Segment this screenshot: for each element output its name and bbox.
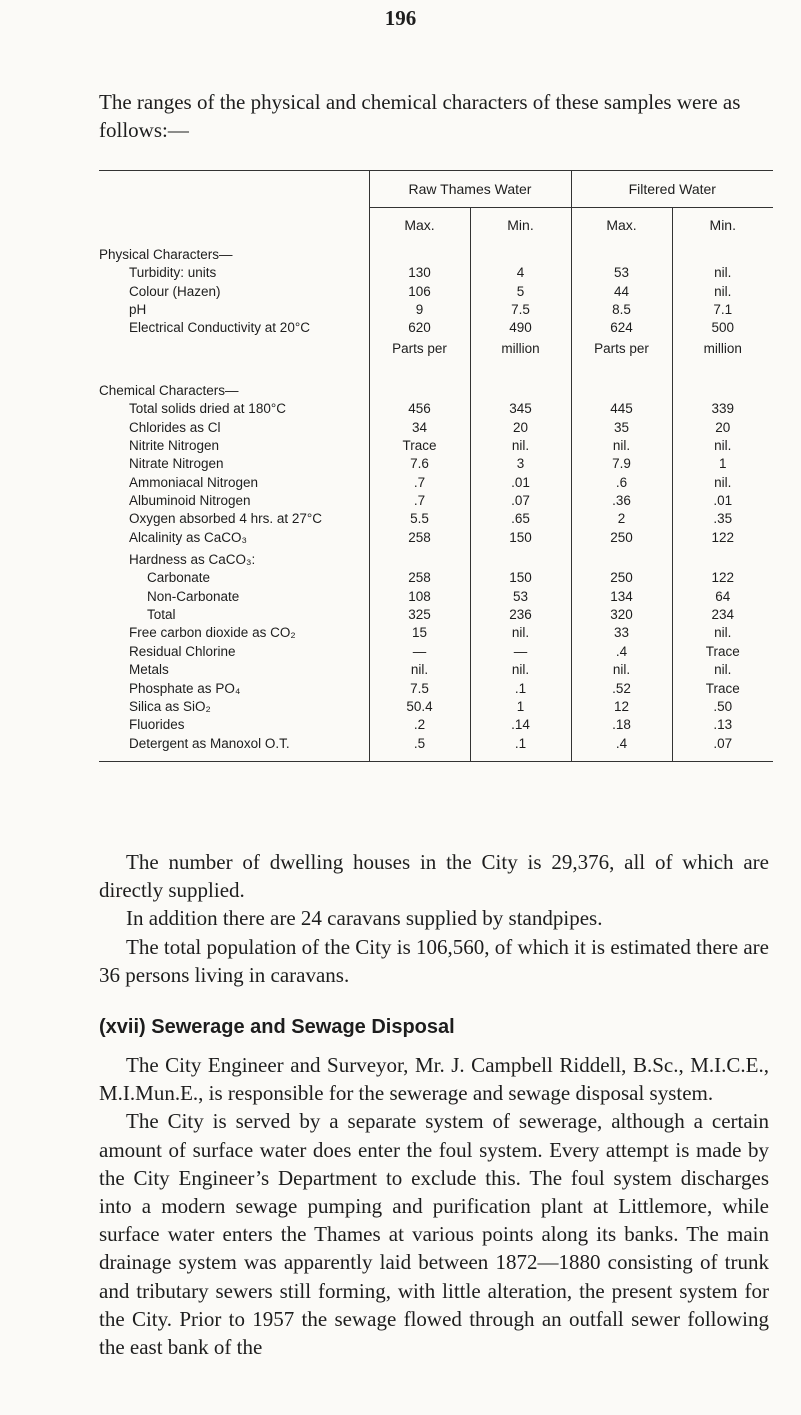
row-label: Free carbon dioxide as CO₂ bbox=[129, 625, 296, 641]
intro-text: The ranges of the physical and chemical characters of these samples were as follows:— bbox=[99, 90, 741, 142]
row-value: 258 bbox=[369, 569, 470, 587]
system-paragraph: The City is served by a separate system of sewerage, although a certain amount of surface water does enter the foul system. Every attempt is made by the City Engineer’s Department to exclude this. The foul system discharges into a modern sewage pumping and purification plant at Littlemore, while surface water enters the Thames at various points along its banks. The main drainage system was apparently laid between 1872—1880 consisting of trunk and tributary sewers still forming, with little alteration, the present system for the City. Prior to 1957 the sewage flowed through an outfall sewer following the east bank of the bbox=[99, 1109, 769, 1360]
row-value: .07 bbox=[470, 492, 571, 510]
row-label: Metals bbox=[129, 662, 169, 678]
table-row bbox=[99, 624, 773, 642]
table-row bbox=[99, 474, 773, 492]
row-value: 130 bbox=[369, 264, 470, 282]
table-row bbox=[99, 569, 773, 587]
row-value: 624 bbox=[571, 319, 672, 337]
row-label: Residual Chlorine bbox=[129, 643, 236, 659]
col-header-raw-min: Min. bbox=[470, 208, 571, 243]
row-label: Turbidity: units bbox=[129, 265, 217, 281]
row-value: 5.5 bbox=[369, 510, 470, 528]
row-value: 325 bbox=[369, 606, 470, 624]
group-header-raw-thames-water: Raw Thames Water bbox=[369, 171, 571, 208]
empty-cell bbox=[470, 242, 571, 264]
row-value: nil. bbox=[470, 437, 571, 455]
row-value: nil. bbox=[571, 437, 672, 455]
population-paragraph: The total population of the City is 106,560, of which it is estimated there are 36 persons living in caravans. bbox=[99, 934, 769, 987]
row-value: .13 bbox=[672, 716, 773, 734]
row-value: .18 bbox=[571, 716, 672, 734]
empty-cell bbox=[571, 242, 672, 264]
table-row bbox=[99, 455, 773, 473]
row-value: 7.6 bbox=[369, 455, 470, 473]
table-row bbox=[99, 319, 773, 337]
chemical-characters-heading-row bbox=[99, 378, 773, 400]
chemical-characters-heading: Chemical Characters— bbox=[99, 382, 239, 398]
row-value: Trace bbox=[369, 437, 470, 455]
row-label: Silica as SiO₂ bbox=[129, 699, 211, 714]
empty-cell bbox=[571, 360, 672, 378]
row-value: 53 bbox=[571, 264, 672, 282]
row-value: — bbox=[470, 643, 571, 661]
caravans-paragraph: In addition there are 24 caravans supplied by standpipes. bbox=[126, 906, 603, 931]
row-value: .50 bbox=[672, 698, 773, 716]
table-row bbox=[99, 492, 773, 510]
row-value: 64 bbox=[672, 587, 773, 605]
table-row bbox=[99, 529, 773, 547]
row-value: nil. bbox=[672, 474, 773, 492]
row-label: Alcalinity as CaCO₃ bbox=[129, 529, 248, 545]
engineer-paragraph: The City Engineer and Surveyor, Mr. J. Campbell Riddell, B.Sc., M.I.C.E., M.I.Mun.E., is responsible for the sewerage and sewage disposal system. bbox=[99, 1053, 769, 1106]
row-value: Trace bbox=[672, 679, 773, 697]
row-value: 258 bbox=[369, 529, 470, 547]
page-number: 196 bbox=[384, 6, 417, 30]
row-value: nil. bbox=[672, 282, 773, 300]
row-label: Nitrate Nitrogen bbox=[129, 456, 224, 472]
row-value: 108 bbox=[369, 587, 470, 605]
physical-characters-heading-row bbox=[99, 242, 773, 264]
dwellings-paragraph: The number of dwelling houses in the City is 29,376, all of which are directly supplied. bbox=[99, 850, 769, 903]
row-label: Non-Carbonate bbox=[147, 588, 240, 604]
row-label: pH bbox=[129, 301, 147, 317]
row-value: 44 bbox=[571, 282, 672, 300]
row-value: 3 bbox=[470, 455, 571, 473]
row-value: .35 bbox=[672, 510, 773, 528]
row-label: Oxygen absorbed 4 hrs. at 27°C bbox=[129, 511, 323, 527]
table-row bbox=[99, 735, 773, 762]
empty-cell bbox=[99, 360, 369, 378]
table-row bbox=[99, 418, 773, 436]
row-value: 7.5 bbox=[470, 301, 571, 319]
row-value: .2 bbox=[369, 716, 470, 734]
row-value: 134 bbox=[571, 587, 672, 605]
row-value: 122 bbox=[672, 529, 773, 547]
table-row bbox=[99, 698, 773, 716]
row-value: 150 bbox=[470, 569, 571, 587]
row-value: 5 bbox=[470, 282, 571, 300]
row-label: Detergent as Manoxol O.T. bbox=[99, 735, 369, 762]
physical-characters-heading: Physical Characters— bbox=[99, 247, 233, 262]
row-label: Total solids dried at 180°C bbox=[129, 401, 286, 417]
table-row bbox=[99, 587, 773, 605]
row-value: .5 bbox=[369, 735, 470, 762]
empty-cell bbox=[672, 360, 773, 378]
empty-cell bbox=[571, 547, 672, 569]
row-value: 445 bbox=[571, 400, 672, 418]
row-value: 12 bbox=[571, 698, 672, 716]
row-value: 456 bbox=[369, 400, 470, 418]
row-value: nil. bbox=[369, 661, 470, 679]
row-value: 320 bbox=[571, 606, 672, 624]
table-row bbox=[99, 301, 773, 319]
row-value: 7.9 bbox=[571, 455, 672, 473]
row-value: .01 bbox=[672, 492, 773, 510]
empty-cell bbox=[369, 360, 470, 378]
row-value: 2 bbox=[571, 510, 672, 528]
col-header-raw-max: Max. bbox=[369, 208, 470, 243]
row-value: .4 bbox=[571, 643, 672, 661]
row-label: Albuminoid Nitrogen bbox=[129, 493, 251, 509]
row-value: 106 bbox=[369, 282, 470, 300]
col-header-filtered-max: Max. bbox=[571, 208, 672, 243]
table-row bbox=[99, 716, 773, 734]
row-value: .7 bbox=[369, 492, 470, 510]
units-row bbox=[99, 338, 773, 360]
row-value: 150 bbox=[470, 529, 571, 547]
units-cell: Parts per bbox=[369, 338, 470, 360]
row-value: 620 bbox=[369, 319, 470, 337]
row-value: nil. bbox=[672, 624, 773, 642]
row-value: 35 bbox=[571, 418, 672, 436]
group-header-filtered-water: Filtered Water bbox=[571, 171, 773, 208]
empty-cell bbox=[571, 378, 672, 400]
row-value: 8.5 bbox=[571, 301, 672, 319]
row-value: 234 bbox=[672, 606, 773, 624]
table-row bbox=[99, 643, 773, 661]
hardness-heading: Hardness as CaCO₃: bbox=[129, 552, 256, 568]
row-value: 1 bbox=[672, 455, 773, 473]
row-value: 122 bbox=[672, 569, 773, 587]
empty-cell bbox=[369, 242, 470, 264]
row-label: Nitrite Nitrogen bbox=[129, 437, 220, 453]
row-value: 20 bbox=[470, 418, 571, 436]
row-value: 345 bbox=[470, 400, 571, 418]
table-row bbox=[99, 679, 773, 697]
units-cell: million bbox=[672, 338, 773, 360]
table-row bbox=[99, 264, 773, 282]
water-analysis-table bbox=[99, 170, 773, 762]
units-cell: Parts per bbox=[571, 338, 672, 360]
row-value: .4 bbox=[571, 735, 672, 762]
row-label: Fluorides bbox=[129, 717, 185, 733]
row-value: .65 bbox=[470, 510, 571, 528]
section-heading: (xvii) Sewerage and Sewage Disposal bbox=[99, 1016, 455, 1038]
units-cell: million bbox=[470, 338, 571, 360]
row-value: 7.5 bbox=[369, 679, 470, 697]
row-value: 236 bbox=[470, 606, 571, 624]
row-value: .01 bbox=[470, 474, 571, 492]
table-row bbox=[99, 437, 773, 455]
row-label: Phosphate as PO₄ bbox=[129, 680, 241, 696]
empty-cell bbox=[99, 338, 369, 360]
empty-cell bbox=[369, 378, 470, 400]
row-label: Electrical Conductivity at 20°C bbox=[129, 320, 310, 336]
table-row bbox=[99, 282, 773, 300]
empty-cell bbox=[470, 378, 571, 400]
row-value: nil. bbox=[470, 661, 571, 679]
row-label: Carbonate bbox=[147, 570, 211, 586]
hardness-heading-row bbox=[99, 547, 773, 569]
empty-cell bbox=[470, 360, 571, 378]
row-value: .1 bbox=[470, 735, 571, 762]
row-value: 339 bbox=[672, 400, 773, 418]
empty-cell bbox=[672, 378, 773, 400]
row-value: .14 bbox=[470, 716, 571, 734]
spacer-row bbox=[99, 360, 773, 378]
empty-cell bbox=[369, 547, 470, 569]
row-value: .36 bbox=[571, 492, 672, 510]
row-value: 500 bbox=[672, 319, 773, 337]
row-value: nil. bbox=[470, 624, 571, 642]
row-value: 250 bbox=[571, 529, 672, 547]
row-value: 4 bbox=[470, 264, 571, 282]
empty-cell bbox=[672, 547, 773, 569]
row-value: 20 bbox=[672, 418, 773, 436]
table-row bbox=[99, 661, 773, 679]
row-value: .7 bbox=[369, 474, 470, 492]
row-value: 250 bbox=[571, 569, 672, 587]
row-value: 50.4 bbox=[369, 698, 470, 716]
row-value: 490 bbox=[470, 319, 571, 337]
table-row bbox=[99, 510, 773, 528]
row-value: 15 bbox=[369, 624, 470, 642]
row-value: .07 bbox=[672, 735, 773, 762]
row-value: 33 bbox=[571, 624, 672, 642]
row-value: 7.1 bbox=[672, 301, 773, 319]
row-label: Ammoniacal Nitrogen bbox=[129, 474, 259, 490]
row-value: 53 bbox=[470, 587, 571, 605]
row-value: nil. bbox=[571, 661, 672, 679]
row-value: — bbox=[369, 643, 470, 661]
sewerage-paragraphs bbox=[99, 1051, 769, 1361]
row-value: nil. bbox=[672, 437, 773, 455]
row-value: 9 bbox=[369, 301, 470, 319]
col-header-filtered-min: Min. bbox=[672, 208, 773, 243]
row-label: Total bbox=[147, 607, 176, 623]
row-value: 34 bbox=[369, 418, 470, 436]
row-value: .52 bbox=[571, 679, 672, 697]
row-value: nil. bbox=[672, 264, 773, 282]
row-value: .1 bbox=[470, 679, 571, 697]
row-value: nil. bbox=[672, 661, 773, 679]
table-row bbox=[99, 400, 773, 418]
supply-paragraphs bbox=[99, 848, 769, 989]
empty-cell bbox=[470, 547, 571, 569]
empty-cell bbox=[672, 242, 773, 264]
row-value: 1 bbox=[470, 698, 571, 716]
table-row bbox=[99, 606, 773, 624]
row-label: Chlorides as Cl bbox=[129, 419, 221, 435]
row-value: .6 bbox=[571, 474, 672, 492]
row-value: Trace bbox=[672, 643, 773, 661]
row-label: Colour (Hazen) bbox=[129, 283, 221, 299]
